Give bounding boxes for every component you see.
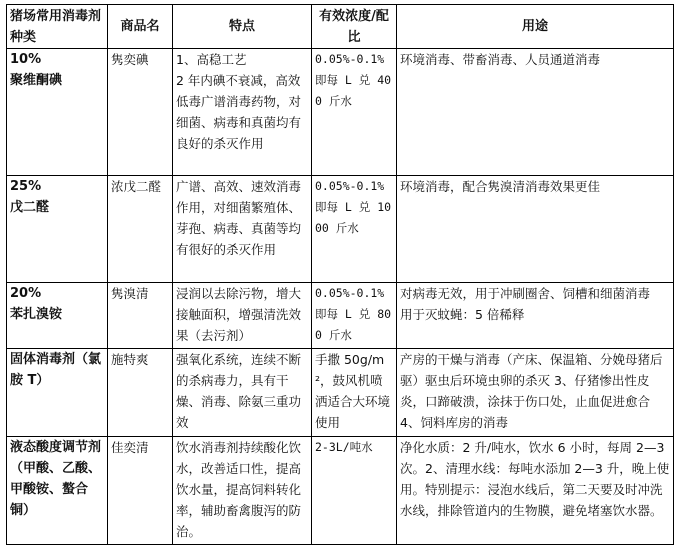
usage-cell — [397, 283, 674, 349]
category-cell — [7, 283, 108, 349]
product-cell: 隽奕碘 — [108, 49, 173, 176]
category-cell — [7, 176, 108, 283]
usage-cell — [397, 49, 674, 176]
product-cell: 佳奕清 — [108, 437, 173, 545]
features-line: 饮水消毒剂持续酸化饮水，改善适口性，提高饮水量，提高饲料转化率，辅助畜禽腹泻的防治。 — [176, 440, 302, 539]
category-line: 苯扎溴铵 — [10, 307, 63, 322]
features-cell — [173, 176, 312, 283]
category-cell — [7, 437, 108, 545]
concentration-cell: 2-3L/吨水 — [312, 437, 397, 545]
concentration-cell: 0.05%-0.1%即每 L 兑 800 斤水 — [312, 283, 397, 349]
category-line: 戊二醛 — [10, 200, 50, 215]
features-cell — [173, 283, 312, 349]
concentration-cell: 0.05%-0.1%即每 L 兑 400 斤水 — [312, 49, 397, 176]
features-line: 广谱、高效、速效消毒作用，对细菌繁殖体、芽孢、病毒、真菌等均有很好的杀灭作用 — [176, 179, 302, 257]
header-product: 商品名 — [108, 5, 173, 49]
usage-cell — [397, 437, 674, 545]
category-cell — [7, 49, 108, 176]
product-cell: 浓戊二醛 — [108, 176, 173, 283]
table-row — [7, 49, 674, 176]
product-cell: 隽溴清 — [108, 283, 173, 349]
usage-line: 产房的干燥与消毒（产床、保温箱、分娩母猪后驱）驱虫后环境虫卵的杀灭 3、仔猪惨出性皮炎，口蹄破溃，涂抹于伤口处，止血促进愈合 4、饲料库房的消毒 — [400, 352, 663, 430]
header-category: 猪场常用消毒剂种类 — [7, 5, 108, 49]
category-line: 液态酸度调节剂（甲酸、乙酸、甲酸铵、螯合铜） — [10, 440, 102, 518]
usage-line: 用于灭蚊蝇：5 倍稀释 — [400, 307, 525, 322]
usage-line: 环境消毒，配合隽溴清消毒效果更佳 — [400, 179, 601, 194]
features-line: 浸润以去除污物，增大接触面积，增强清洗效果（去污剂） — [176, 286, 302, 343]
header-features: 特点 — [173, 5, 312, 49]
usage-cell — [397, 176, 674, 283]
features-line: 1、高稳工艺 — [176, 52, 247, 67]
disinfectant-table — [6, 4, 674, 545]
category-line: 固体消毒剂（氯胺 T） — [10, 352, 102, 388]
table-row — [7, 349, 674, 437]
category-line: 10% — [10, 52, 42, 67]
features-cell — [173, 437, 312, 545]
concentration-cell: 手撒 50g/m²，鼓风机喷洒适合大环境使用 — [312, 349, 397, 437]
product-cell: 施特爽 — [108, 349, 173, 437]
concentration-cell: 0.05%-0.1%即每 L 兑 1000 斤水 — [312, 176, 397, 283]
features-line: 2 年内碘不衰减，高效低毒广谱消毒药物，对细菌、病毒和真菌均有良好的杀灭作用 — [176, 73, 302, 151]
usage-line: 环境消毒、带畜消毒、人员通道消毒 — [400, 52, 601, 67]
disinfectant-document — [6, 4, 674, 545]
category-line: 25% — [10, 179, 42, 194]
category-line: 20% — [10, 286, 42, 301]
features-cell — [173, 349, 312, 437]
table-row — [7, 176, 674, 283]
table-header-row — [7, 5, 674, 49]
usage-line: 对病毒无效，用于冲刷圈舍、饲槽和细菌消毒 — [400, 286, 651, 301]
table-row — [7, 283, 674, 349]
features-line: 强氧化系统，连续不断的杀病毒力，具有干燥、消毒、除氨三重功效 — [176, 352, 302, 430]
category-line: 聚维酮碘 — [10, 73, 63, 88]
category-cell — [7, 349, 108, 437]
table-row — [7, 437, 674, 545]
header-usage: 用途 — [397, 5, 674, 49]
header-concentration: 有效浓度/配比 — [312, 5, 397, 49]
features-cell — [173, 49, 312, 176]
usage-cell — [397, 349, 674, 437]
usage-line: 净化水质：2 升/吨水，饮水 6 小时，每周 2—3 次。2、清理水线：每吨水添加 2—3 升，晚上使用。特别提示：浸泡水线后，第二天要及时冲洗水线，排除管道内的生物膜，避免堵塞饮水器。 — [400, 440, 670, 518]
